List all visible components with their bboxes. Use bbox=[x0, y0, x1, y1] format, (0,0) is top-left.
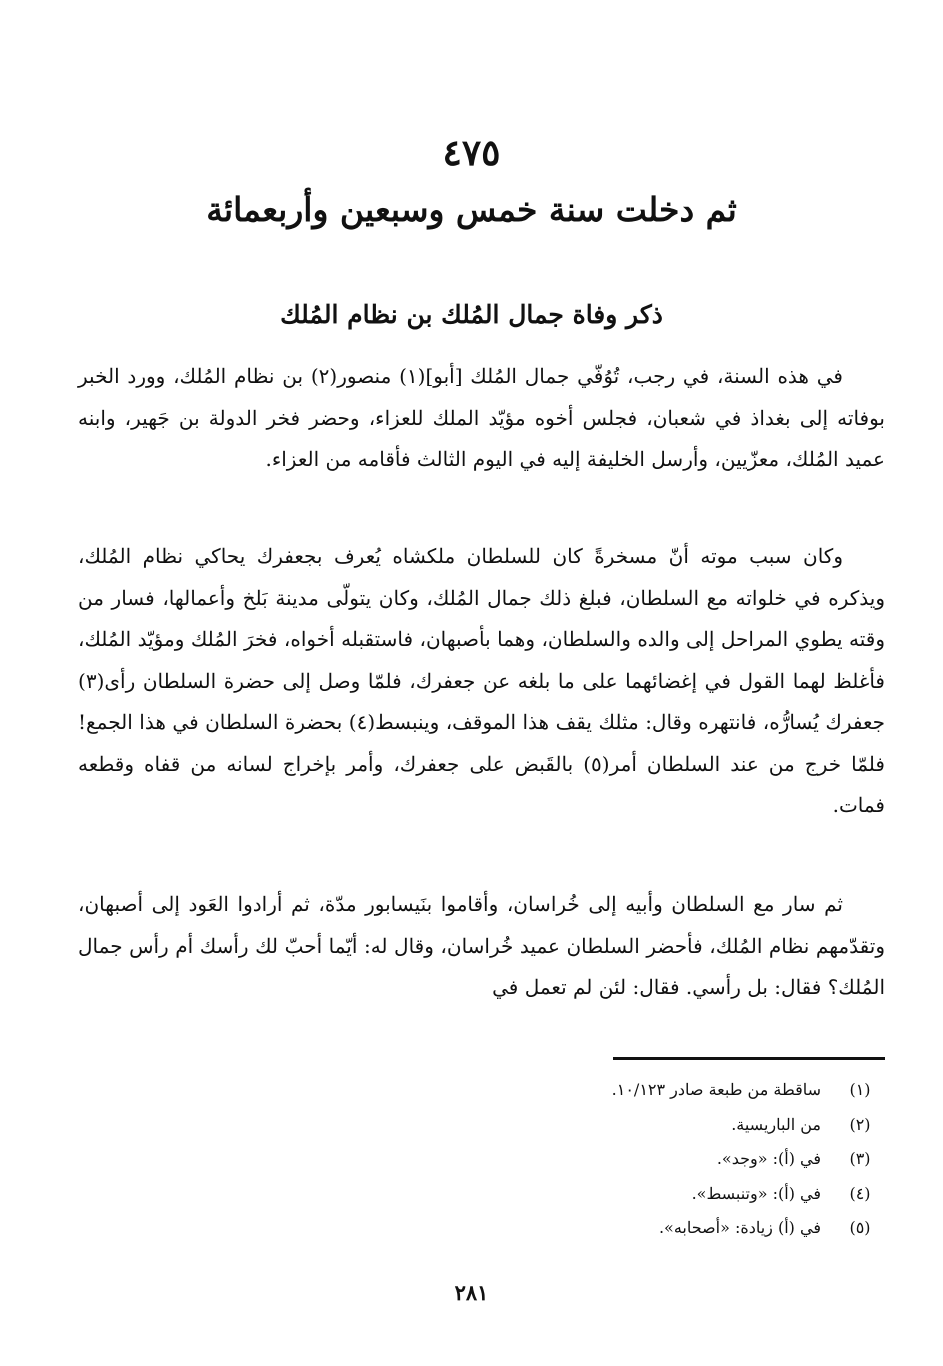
footnote-item bbox=[285, 1073, 885, 1108]
footnote-number: (٣) bbox=[849, 1149, 871, 1168]
footnote-text: في (أ): «وجد». bbox=[716, 1149, 821, 1168]
paragraph-1 bbox=[78, 356, 885, 481]
year-number: ٤٧٥ bbox=[442, 132, 501, 174]
footnote-number: (١) bbox=[849, 1080, 871, 1099]
page-number: ٢٨١ bbox=[454, 1280, 489, 1305]
footnote-divider bbox=[613, 1057, 885, 1060]
footnote-text: في (أ) زيادة: «أصحابه». bbox=[658, 1218, 821, 1237]
paragraph-2 bbox=[78, 536, 885, 827]
paragraph-text: وكان سبب موته أنّ مسخرةً كان للسلطان ملكشاه يُعرف بجعفرك يحاكي نظام المُلك، ويذكره في خلواته مع السلطان، فبلغ ذلك جمال المُلك، وكان يتولّى مدينة بَلخ وأعمالها، فسار من وقته يطوي المراحل إلى والده والسلطان، وهما بأصبهان، فاستقبله أخواه، فخرَ المُلك ومؤيّد المُلك، فأغلظ لهما القول في إغضائهما على ما بلغه عن جعفرك، فلمّا وصل إلى حضرة السلطان رأى(٣) جعفرك يُسارُّه، فانتهره وقال: مثلك يقف هذا الموقف، وينبسط(٤) بحضرة السلطان في هذا الجمع! فلمّا خرج من عند السلطان أمر(٥) بالقَبض على جعفرك، وأمر بإخراج لسانه من قفاه وقطعه فمات. bbox=[78, 544, 885, 817]
footnote-text: ساقطة من طبعة صادر ١٠/١٢٣. bbox=[611, 1080, 821, 1099]
paragraph-text: ثم سار مع السلطان وأبيه إلى خُراسان، وأقاموا بنَيسابور مدّة، ثم أرادوا العَود إلى أصبهان، وتقدّمهم نظام المُلك، فأحضر السلطان عميد خُراسان، وقال له: أيّما أحبّ لك رأسك أم رأس جمال المُلك؟ فقال: بل رأسي. فقال: لئن لم تعمل في bbox=[78, 892, 885, 999]
footnote-item bbox=[285, 1142, 885, 1177]
page-title: ثم دخلت سنة خمس وسبعين وأربعمائة bbox=[206, 190, 737, 229]
footnote-number: (٥) bbox=[849, 1218, 871, 1237]
section-title: ذكر وفاة جمال المُلك بن نظام المُلك bbox=[280, 300, 663, 329]
footnote-item bbox=[285, 1177, 885, 1212]
footnote-number: (٢) bbox=[849, 1114, 871, 1134]
footnote-text: من الباريسية. bbox=[731, 1114, 821, 1134]
footnote-text: في (أ): «وتنبسط». bbox=[691, 1183, 821, 1203]
footnote-item bbox=[285, 1211, 885, 1246]
paragraph-3 bbox=[78, 884, 885, 1009]
paragraph-text: في هذه السنة، في رجب، تُوُفّي جمال المُلك [أبو](١) منصور(٢) بن نظام المُلك، وورد الخبر بوفاته إلى بغداذ في شعبان، فجلس أخوه مؤيّد الملك للعزاء، وحضر فخر الدولة بن جَهير، وابنه عميد المُلك، معزّيين، وأرسل الخليفة إليه في اليوم الثالث فأقامه من العزاء. bbox=[78, 364, 885, 471]
footnote-item bbox=[285, 1108, 885, 1143]
footnote-number: (٤) bbox=[849, 1183, 871, 1203]
footnotes-list bbox=[285, 1073, 885, 1246]
